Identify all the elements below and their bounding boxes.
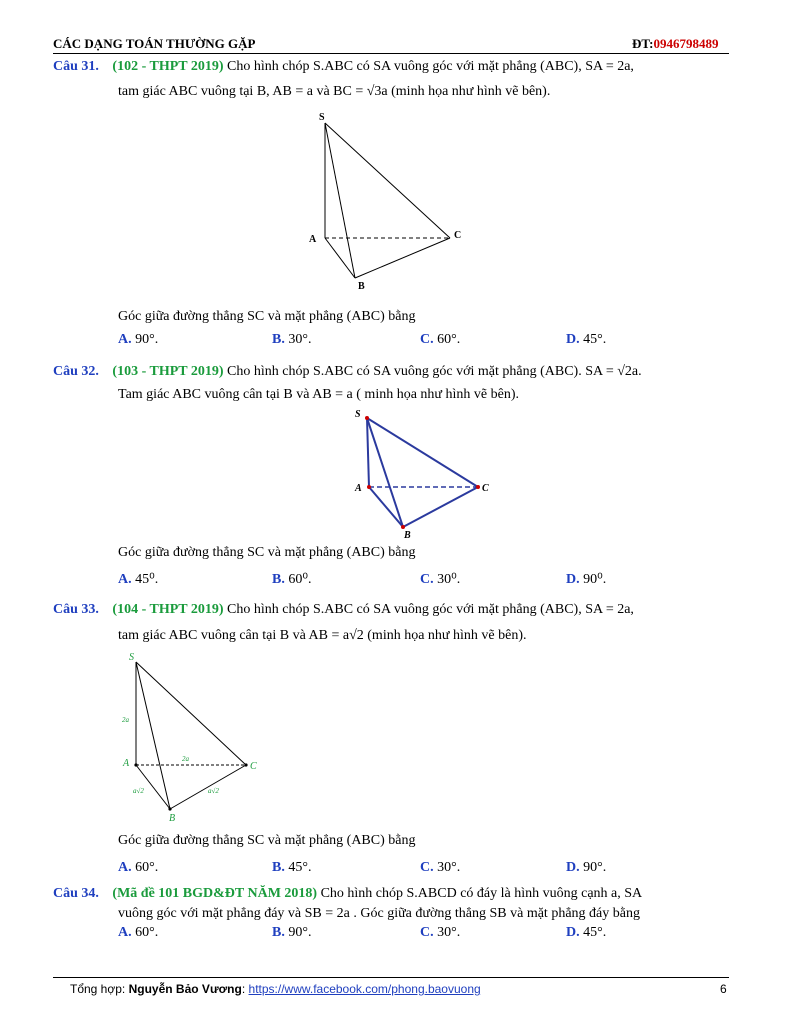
point-A <box>134 763 137 766</box>
question-31-line1 <box>53 59 634 75</box>
question-33-prompt: Góc giữa đường thẳng SC và mặt phẳng (ABC) bằng <box>118 833 416 848</box>
label-A: A <box>309 234 317 245</box>
question-31-source: (102 - THPT 2019) <box>112 59 224 74</box>
header-rule <box>53 53 729 54</box>
header-phone <box>632 36 718 52</box>
point-C <box>244 763 247 766</box>
question-34-source: (Mã đề 101 BGD&ĐT NĂM 2018) <box>112 886 318 901</box>
question-32-option-a: A. 45⁰. <box>118 572 159 587</box>
page-number: 6 <box>720 982 727 996</box>
question-34-number: Câu 34. <box>53 886 99 901</box>
label-S: S <box>355 409 361 420</box>
edge-label-SA: 2a <box>122 716 129 724</box>
question-34-option-d: D. 45°. <box>566 925 607 940</box>
question-33-option-a: A. 60°. <box>118 860 159 875</box>
question-31-prompt: Góc giữa đường thẳng SC và mặt phẳng (ABC) bằng <box>118 309 416 324</box>
edge-label-AB: a√2 <box>133 787 144 795</box>
label-C: C <box>482 483 489 494</box>
point-A <box>367 485 371 489</box>
header-phone-number: 0946798489 <box>653 36 719 51</box>
edge-AB <box>325 238 355 278</box>
question-31-text2: tam giác ABC vuông tại B, AB = a và BC = √3a (minh họa như hình vẽ bên). <box>118 84 551 99</box>
header-title: CÁC DẠNG TOÁN THƯỜNG GẶP <box>53 36 256 51</box>
question-32-option-c: C. 30⁰. <box>420 572 461 587</box>
question-34-option-a: A. 60°. <box>118 925 159 940</box>
point-C <box>476 485 480 489</box>
edge-BC <box>403 487 478 527</box>
edge-BC <box>355 238 450 278</box>
edge-SA <box>367 418 369 487</box>
question-32-option-b: B. 60⁰. <box>272 572 312 587</box>
header-phone-prefix: ĐT: <box>632 36 654 51</box>
label-S: S <box>129 652 134 663</box>
footer-credit: Tổng hợp: Nguyễn Bảo Vương: https://www.facebook.com/phong.baovuong <box>70 982 481 996</box>
question-33-option-d: D. 90°. <box>566 860 607 875</box>
footer-prefix: Tổng hợp: <box>70 982 126 996</box>
edge-AB <box>369 487 403 527</box>
question-31-option-c: C. 60°. <box>420 332 461 347</box>
label-B: B <box>169 813 176 824</box>
label-B: B <box>404 530 411 541</box>
question-32-line1 <box>53 364 642 380</box>
edge-label-AC: 2a <box>182 755 189 763</box>
question-34-text1: Cho hình chóp S.ABCD có đáy là hình vuông cạnh a, SA <box>320 886 643 901</box>
question-34-option-b: B. 90°. <box>272 925 312 940</box>
question-31-option-b: B. 30°. <box>272 332 312 347</box>
question-32-source: (103 - THPT 2019) <box>112 364 224 379</box>
footer-link[interactable]: https://www.facebook.com/phong.baovuong <box>248 982 481 996</box>
question-31-text1: Cho hình chóp S.ABC có SA vuông góc với mặt phẳng (ABC), SA = 2a, <box>227 59 634 74</box>
question-33-option-b: B. 45°. <box>272 860 312 875</box>
question-32-option-d: D. 90⁰. <box>566 572 607 587</box>
question-32-prompt: Góc giữa đường thẳng SC và mặt phẳng (ABC) bằng <box>118 545 416 560</box>
question-31-option-a: A. 90°. <box>118 332 159 347</box>
footer-rule <box>53 977 729 978</box>
edge-label-BC: a√2 <box>208 787 219 795</box>
point-S <box>365 416 369 420</box>
question-34-option-c: C. 30°. <box>420 925 461 940</box>
question-31-option-d: D. 45°. <box>566 332 607 347</box>
question-32-text2: Tam giác ABC vuông cân tại B và AB = a ( minh họa như hình vẽ bên). <box>118 387 519 402</box>
label-B: B <box>358 281 365 292</box>
question-31-figure <box>300 105 480 295</box>
question-33-number: Câu 33. <box>53 602 99 617</box>
question-32-text1: Cho hình chóp S.ABC có SA vuông góc với mặt phẳng (ABC). SA = √2a. <box>227 364 642 379</box>
label-C: C <box>454 230 462 241</box>
question-34-text2: vuông góc với mặt phẳng đáy và SB = 2a . Góc giữa đường thẳng SB và mặt phẳng đáy bằng <box>118 906 640 921</box>
point-B <box>401 525 405 529</box>
question-32-number: Câu 32. <box>53 364 99 379</box>
question-31-number: Câu 31. <box>53 59 99 74</box>
question-33-text1: Cho hình chóp S.ABC có SA vuông góc với mặt phẳng (ABC), SA = 2a, <box>227 602 634 617</box>
label-C: C <box>250 761 257 772</box>
edge-SC <box>136 662 246 765</box>
question-33-line1 <box>53 602 634 618</box>
question-33-figure <box>118 650 278 825</box>
point-B <box>168 807 171 810</box>
label-A: A <box>123 758 130 769</box>
edge-SC <box>367 418 478 487</box>
question-34-line1 <box>53 886 642 902</box>
question-33-option-c: C. 30°. <box>420 860 461 875</box>
question-33-source: (104 - THPT 2019) <box>112 602 224 617</box>
footer-author: Nguyễn Bảo Vương <box>128 982 242 996</box>
question-32-figure <box>345 408 505 543</box>
question-33-text2: tam giác ABC vuông cân tại B và AB = a√2 (minh họa như hình vẽ bên). <box>118 628 527 643</box>
label-S: S <box>319 112 325 123</box>
edge-SB <box>367 418 403 527</box>
label-A: A <box>355 483 362 494</box>
